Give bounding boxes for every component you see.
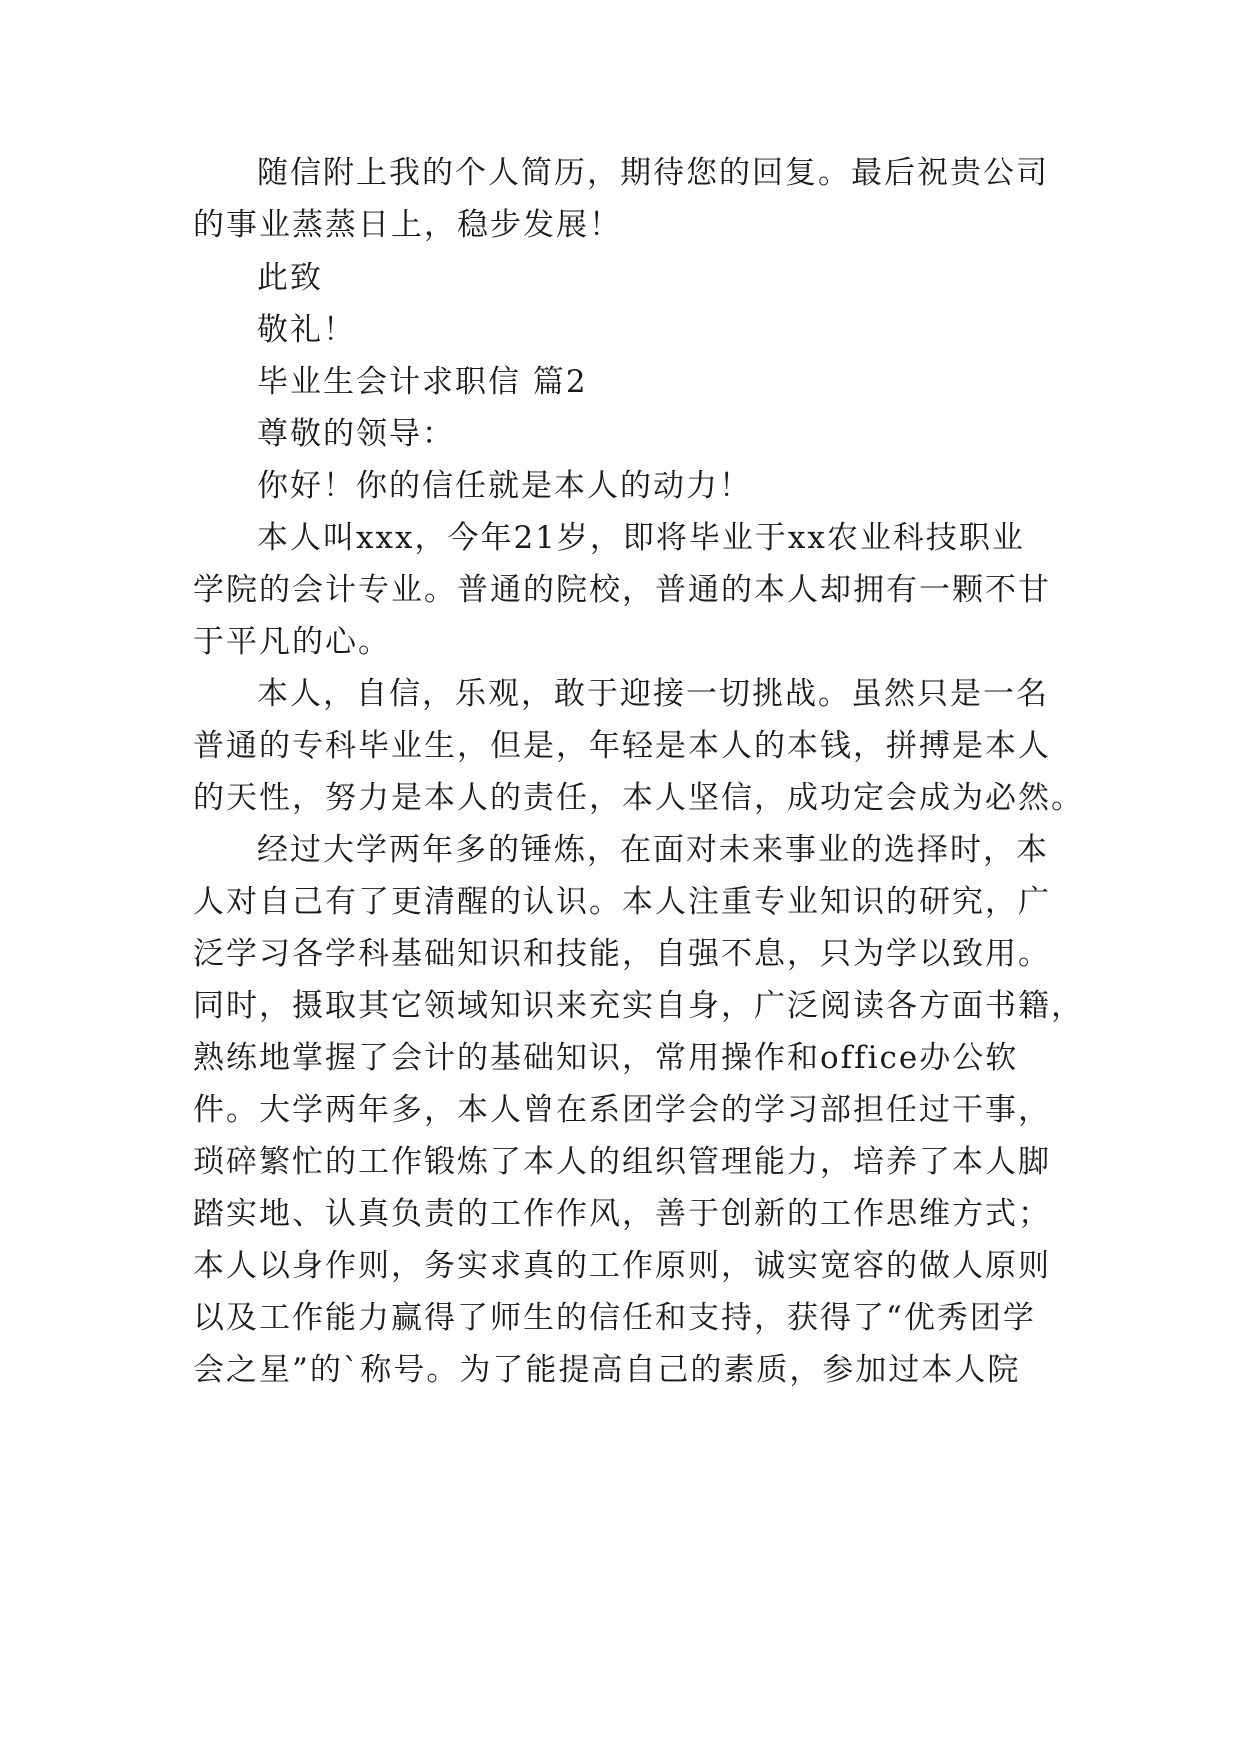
text-line: 随信附上我的个人简历，期待您的回复。最后祝贵公司 bbox=[257, 155, 1049, 191]
text-line: 尊敬的领导： bbox=[257, 416, 455, 452]
text-line: 本人，自信，乐观，敢于迎接一切挑战。虽然只是一名 bbox=[257, 676, 1049, 712]
text-line: 于平凡的心。 bbox=[193, 624, 391, 660]
text-line: 的事业蒸蒸日上，稳步发展！ bbox=[193, 207, 622, 243]
text-line: 普通的专科毕业生，但是，年轻是本人的本钱，拼搏是本人 bbox=[193, 728, 1051, 764]
text-line: 熟练地掌握了会计的基础知识，常用操作和office办公软 bbox=[193, 1040, 1019, 1076]
text-line: 你好！你的信任就是本人的动力！ bbox=[257, 468, 752, 504]
text-line: 以及工作能力赢得了师生的信任和支持，获得了“优秀团学 bbox=[193, 1300, 1036, 1336]
text-line: 本人叫xxx，今年21岁，即将毕业于xx农业科技职业 bbox=[257, 520, 1025, 556]
text-line: 踏实地、认真负责的工作作风，善于创新的工作思维方式； bbox=[193, 1196, 1051, 1232]
text-line: 此致 bbox=[257, 260, 323, 296]
text-line: 琐碎繁忙的工作锻炼了本人的组织管理能力，培养了本人脚 bbox=[193, 1144, 1051, 1180]
text-line: 敬礼！ bbox=[257, 312, 356, 348]
text-line: 的天性，努力是本人的责任，本人坚信，成功定会成为必然。 bbox=[193, 780, 1084, 816]
text-line: 件。大学两年多，本人曾在系团学会的学习部担任过干事， bbox=[193, 1092, 1051, 1128]
text-line: 泛学习各学科基础知识和技能，自强不息，只为学以致用。 bbox=[193, 936, 1051, 972]
text-line: 会之星”的`称号。为了能提高自己的素质，参加过本人院 bbox=[193, 1352, 1021, 1388]
text-line: 学院的会计专业。普通的院校，普通的本人却拥有一颗不甘 bbox=[193, 572, 1051, 608]
text-line: 人对自己有了更清醒的认识。本人注重专业知识的研究，广 bbox=[193, 884, 1051, 920]
section-heading: 毕业生会计求职信 篇2 bbox=[257, 364, 588, 400]
text-line: 同时，摄取其它领域知识来充实自身，广泛阅读各方面书籍， bbox=[193, 988, 1084, 1024]
text-line: 本人以身作则，务实求真的工作原则，诚实宽容的做人原则 bbox=[193, 1248, 1051, 1284]
text-line: 经过大学两年多的锤炼，在面对未来事业的选择时，本 bbox=[257, 832, 1049, 868]
